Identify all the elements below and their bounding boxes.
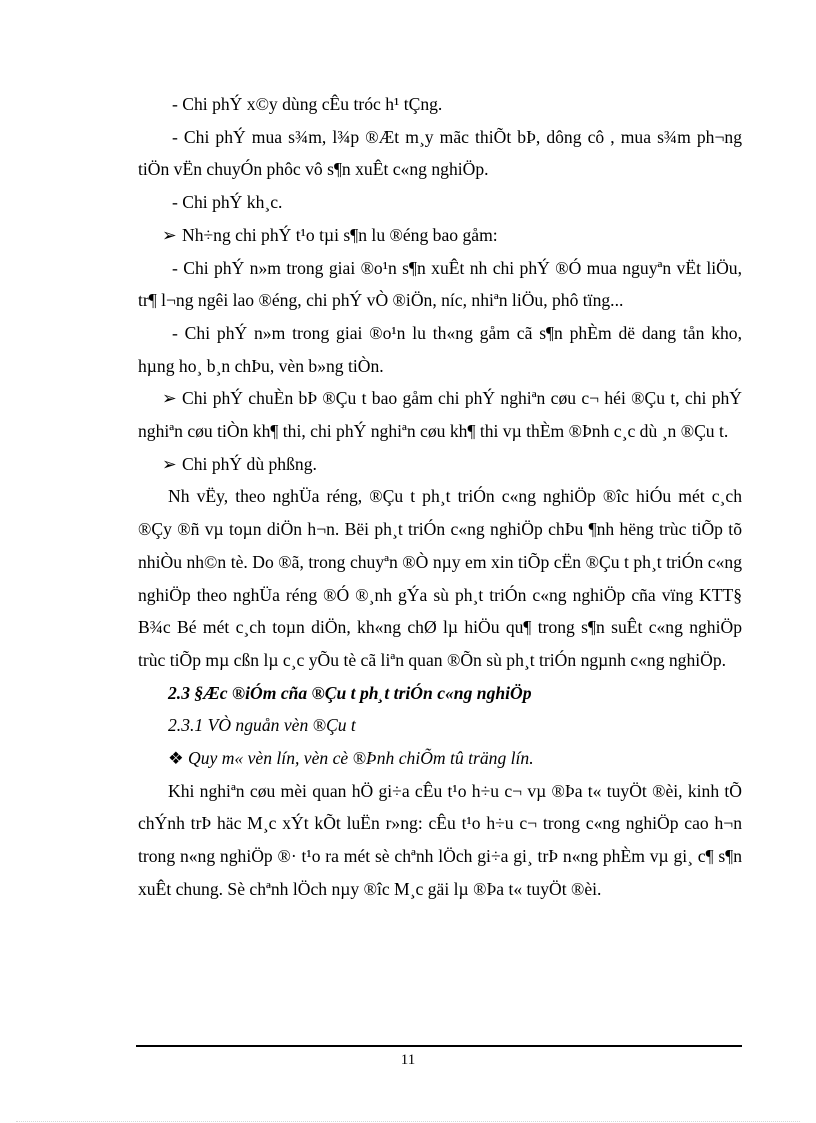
- list-item-arrow: [138, 219, 742, 252]
- list-item-dash: - Chi phÝ mua s¾m, l¾p ®Æt m¸y mãc thiÕt bÞ, dông cô , mua s¾m ph¬ng tiÖn vËn chuyÓn phôc vô s¶n xuÊt c«ng nghiÖp.: [138, 126, 742, 180]
- body-paragraph: Nh vËy, theo nghÜa réng, ®Çu t ph¸t triÓn c«ng nghiÖp ®îc hiÓu mét c¸ch ®Çy ®ñ vµ toµn diÖn h¬n. Bëi ph¸t triÓn c«ng nghiÖp chÞu ¶nh hëng trùc tiÕp tõ nhiÒu nh©n tè. Do ®ã, trong chuyªn ®Ò nµy em xin tiÕp cËn ®Çu t ph¸t triÓn c«ng nghiÖp theo nghÜa réng ®Ó ®¸nh gÝa sù ph¸t triÓn c«ng nghiÖp cña vïng KTT§ B¾c Bé mét c¸ch toµn diÖn, kh«ng chØ lµ hiÖu qu¶ trong s¶n suÊt c«ng nghiÖp trùc tiÕp mµ cßn lµ c¸c yÕu tè cã liªn quan ®Õn sù ph¸t triÓn ngµnh c«ng nghiÖp.: [138, 486, 742, 670]
- list-item-dash: - Chi phÝ kh¸c.: [172, 192, 283, 213]
- list-item-dash: - Chi phÝ n»m trong giai ®o¹n s¶n xuÊt nh chi phÝ ®Ó mua nguyªn vËt liÖu, tr¶ l¬ng ngêi lao ®éng, chi phÝ vÒ ®iÖn, níc, nhiªn liÖu, phô tïng...: [138, 257, 742, 311]
- list-item-dash: - Chi phÝ n»m trong giai ®o¹n lu th«ng gåm cã s¶n phÈm dë dang tån kho, hµng ho¸ b¸n chÞu, vèn b»ng tiÒn.: [138, 322, 742, 376]
- section-heading: 2.3 §Æc ®iÓm cña ®Çu t ph¸t triÓn c«ng nghiÖp: [168, 682, 532, 703]
- list-item-text: Chi phÝ chuÈn bÞ ®Çu t bao gåm chi phÝ nghiªn cøu c¬ héi ®Çu t, chi phÝ nghiªn cøu tiÒn kh¶ thi, chi phÝ nghiªn cøu kh¶ thi vµ thÈm ®Þnh c¸c dù ¸n ®Çu t.: [138, 388, 742, 442]
- page-body: [138, 88, 742, 906]
- arrow-bullet-icon: ➢: [162, 388, 177, 409]
- page-edge-divider: [16, 1121, 800, 1122]
- list-item-arrow: [138, 448, 742, 481]
- list-item-diamond: [138, 742, 742, 775]
- list-item-text: Quy m« vèn lín, vèn cè ®Þnh chiÕm tû träng lín.: [188, 748, 534, 769]
- arrow-bullet-icon: ➢: [162, 453, 177, 474]
- footer-divider: [136, 1045, 742, 1047]
- list-item-arrow: [138, 382, 742, 447]
- arrow-bullet-icon: ➢: [162, 224, 177, 245]
- list-item-text: Nh÷ng chi phÝ t¹o tµi s¶n lu ®éng bao gåm:: [182, 224, 498, 245]
- body-paragraph: Khi nghiªn cøu mèi quan hÖ gi÷a cÊu t¹o h÷u c¬ vµ ®Þa t« tuyÖt ®èi, kinh tÕ chÝnh trÞ häc M¸c xÝt kÕt luËn r»ng: cÊu t¹o h÷u c¬ trong c«ng nghiÖp cao h¬n trong n«ng nghiÖp ®· t¹o ra mét sè chªnh lÖch gi÷a gi¸ trÞ n«ng phÈm vµ gi¸ c¶ s¶n xuÊt chung. Sè chªnh lÖch nµy ®îc M¸c gäi lµ ®Þa t« tuyÖt ®èi.: [138, 780, 742, 899]
- subsection-heading: 2.3.1 VÒ nguån vèn ®Çu t: [168, 715, 356, 736]
- list-item-dash: - Chi phÝ x©y dùng cÊu tróc h¹ tÇng.: [172, 94, 443, 114]
- list-item-text: Chi phÝ dù phßng.: [182, 453, 317, 474]
- diamond-bullet-icon: ❖: [168, 748, 184, 769]
- page-number: 11: [400, 1052, 416, 1068]
